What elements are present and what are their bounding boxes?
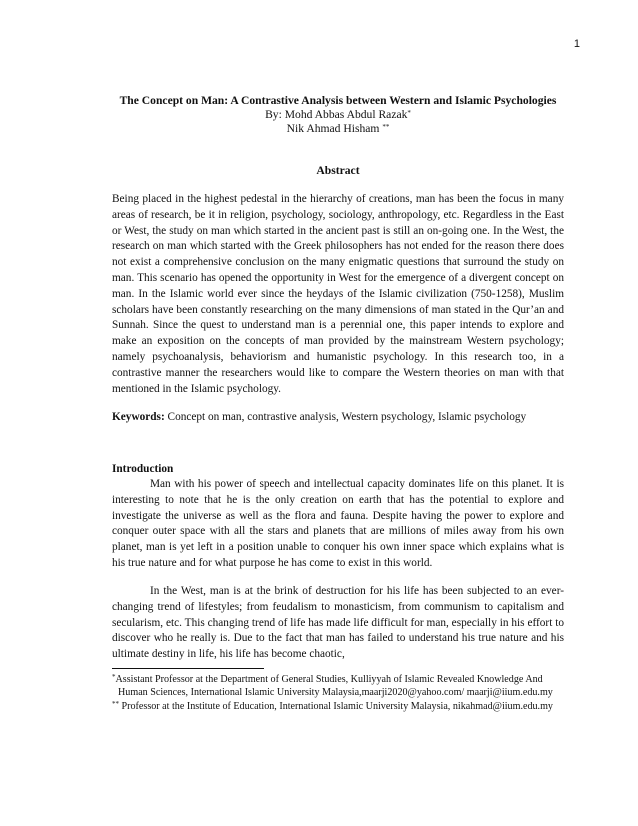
footnotes (112, 673, 572, 713)
author-line-2 (112, 122, 564, 136)
footnote-2-mark: ** (112, 699, 119, 708)
introduction-heading: Introduction (112, 463, 174, 475)
footnote-1-mark: * (112, 673, 116, 681)
title-block (112, 94, 564, 136)
keywords-label: Keywords: (112, 411, 165, 423)
footnote-1-text: Assistant Professor at the Department of General Studies, Kulliyyah of Islamic Revealed Knowledge And Human Sciences, International Islamic University Malaysia,maarji2020@yahoo.com/ maarji@iium.edu.my (115, 674, 553, 699)
author-2: Nik Ahmad Hisham (286, 122, 380, 135)
keywords (112, 410, 564, 426)
footnote-1 (112, 673, 572, 700)
footnote-separator (112, 668, 264, 669)
footnote-2-text: Professor at the Institute of Education, International Islamic University Malaysia, nikahmad@iium.edu.my (119, 700, 553, 712)
abstract-heading: Abstract (316, 164, 360, 177)
keywords-text: Concept on man, contrastive analysis, Western psychology, Islamic psychology (164, 411, 527, 423)
author-1-footnote-mark: * (407, 109, 411, 117)
introduction-paragraph-1: Man with his power of speech and intellectual capacity dominates life on this planet. It is interesting to note that he is the only creation on earth that has the potential to explore and investigate the universe as well as the flora and fauna. Despite having the power to explore and conquer outer space with all the stars and planets that are millions of miles away from his own planet, man is yet left in a position unable to conquer his own inner space which explains what is his true nature and for what purpose he has come to exist in this world. (112, 478, 564, 569)
footnote-2 (112, 700, 572, 713)
author-2-footnote-mark: ** (382, 123, 390, 131)
paper-title: The Concept on Man: A Contrastive Analysis between Western and Islamic Psychologies (119, 94, 557, 107)
introduction-paragraph-2: In the West, man is at the brink of destruction for his life has been subjected to an ever- changing trend of lifestyles; from feudalism to monasticism, from communism to capitalism and secularism, etc. This changing trend of life has made life difficult for man, especially in his effort to discover who he really is. Due to the fact that man has failed to understand his true nature and his ultimate destiny in life, his life has become chaotic, (112, 585, 564, 661)
abstract-text: Being placed in the highest pedestal in the hierarchy of creations, man has been the focus in many areas of research, be it in religion, psychology, sociology, anthropology, etc. Regardless in the East or West, the study on man which started in the ancient past is still an on-going one. In the West, the research on man which started with the Greek philosophers has not ended for the reason there does not exist a comprehensive conclusion on the many enigmatic questions that surround the study on man. This scenario has opened the opportunity in West for the emergence of a divergent concept on man. In the Islamic world ever since the heydays of the Islamic civilization (750-1258), Muslim scholars have been constantly researching on the many dimensions of man stated in the Qur’an and Sunnah. Since the quest to understand man is a perennial one, this paper intends to explore and make an exposition on the concepts of man provided by the mainstream Western psychology; namely psychoanalysis, behaviorism and humanistic psychology. In this research too, in a contrastive manner the researchers would like to compare the Western theories on man with that mentioned in the Islamic psychology. (112, 193, 564, 395)
author-line-1 (112, 108, 564, 122)
author-1: By: Mohd Abbas Abdul Razak (265, 108, 408, 121)
page-number: 1 (573, 38, 580, 50)
